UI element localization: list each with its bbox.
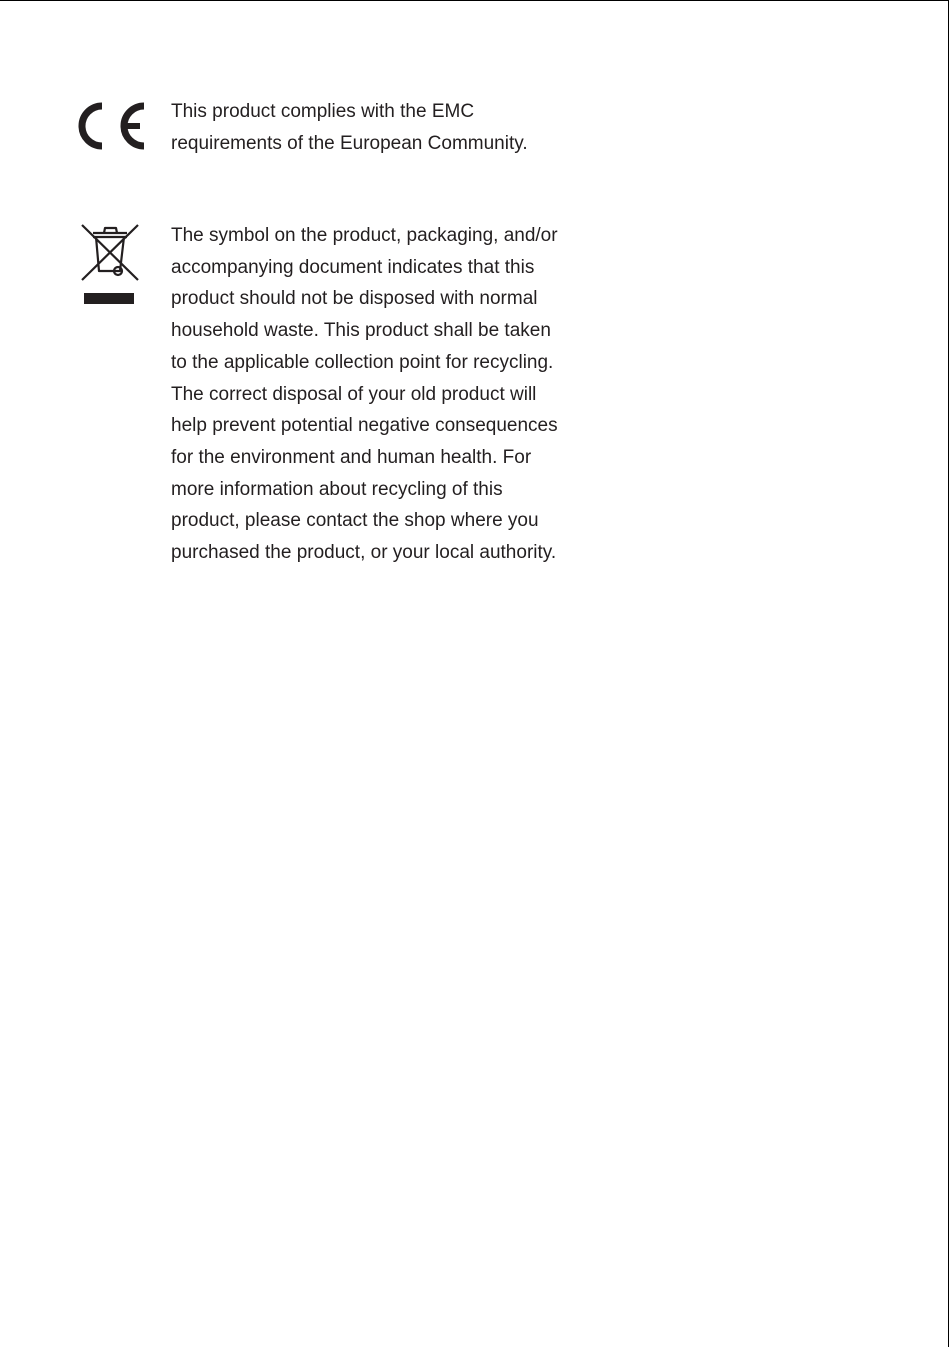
ce-mark-icon — [74, 100, 148, 152]
weee-disposal-text — [171, 220, 601, 569]
weee-text-line: more information about recycling of this — [171, 478, 503, 500]
ce-compliance-text — [171, 96, 601, 159]
ce-text-line: This product complies with the EMC — [171, 101, 475, 122]
weee-text-line: purchased the product, or your local authority. — [171, 542, 557, 564]
weee-text-line: The symbol on the product, packaging, and/or — [171, 225, 558, 246]
ce-text-line: requirements of the European Community. — [171, 132, 528, 154]
weee-text-line: product, please contact the shop where you — [171, 510, 539, 532]
crossed-out-wheelie-bin-icon — [80, 223, 140, 307]
weee-text-line: help prevent potential negative consequences — [171, 415, 558, 437]
weee-text-line: accompanying document indicates that this — [171, 256, 535, 278]
weee-text-line: product should not be disposed with normal — [171, 288, 538, 310]
weee-text-line: to the applicable collection point for recycling. — [171, 351, 554, 373]
weee-text-line: for the environment and human health. For — [171, 446, 532, 468]
weee-text-line: The correct disposal of your old product will — [171, 383, 537, 405]
weee-text-line: household waste. This product shall be taken — [171, 320, 551, 342]
